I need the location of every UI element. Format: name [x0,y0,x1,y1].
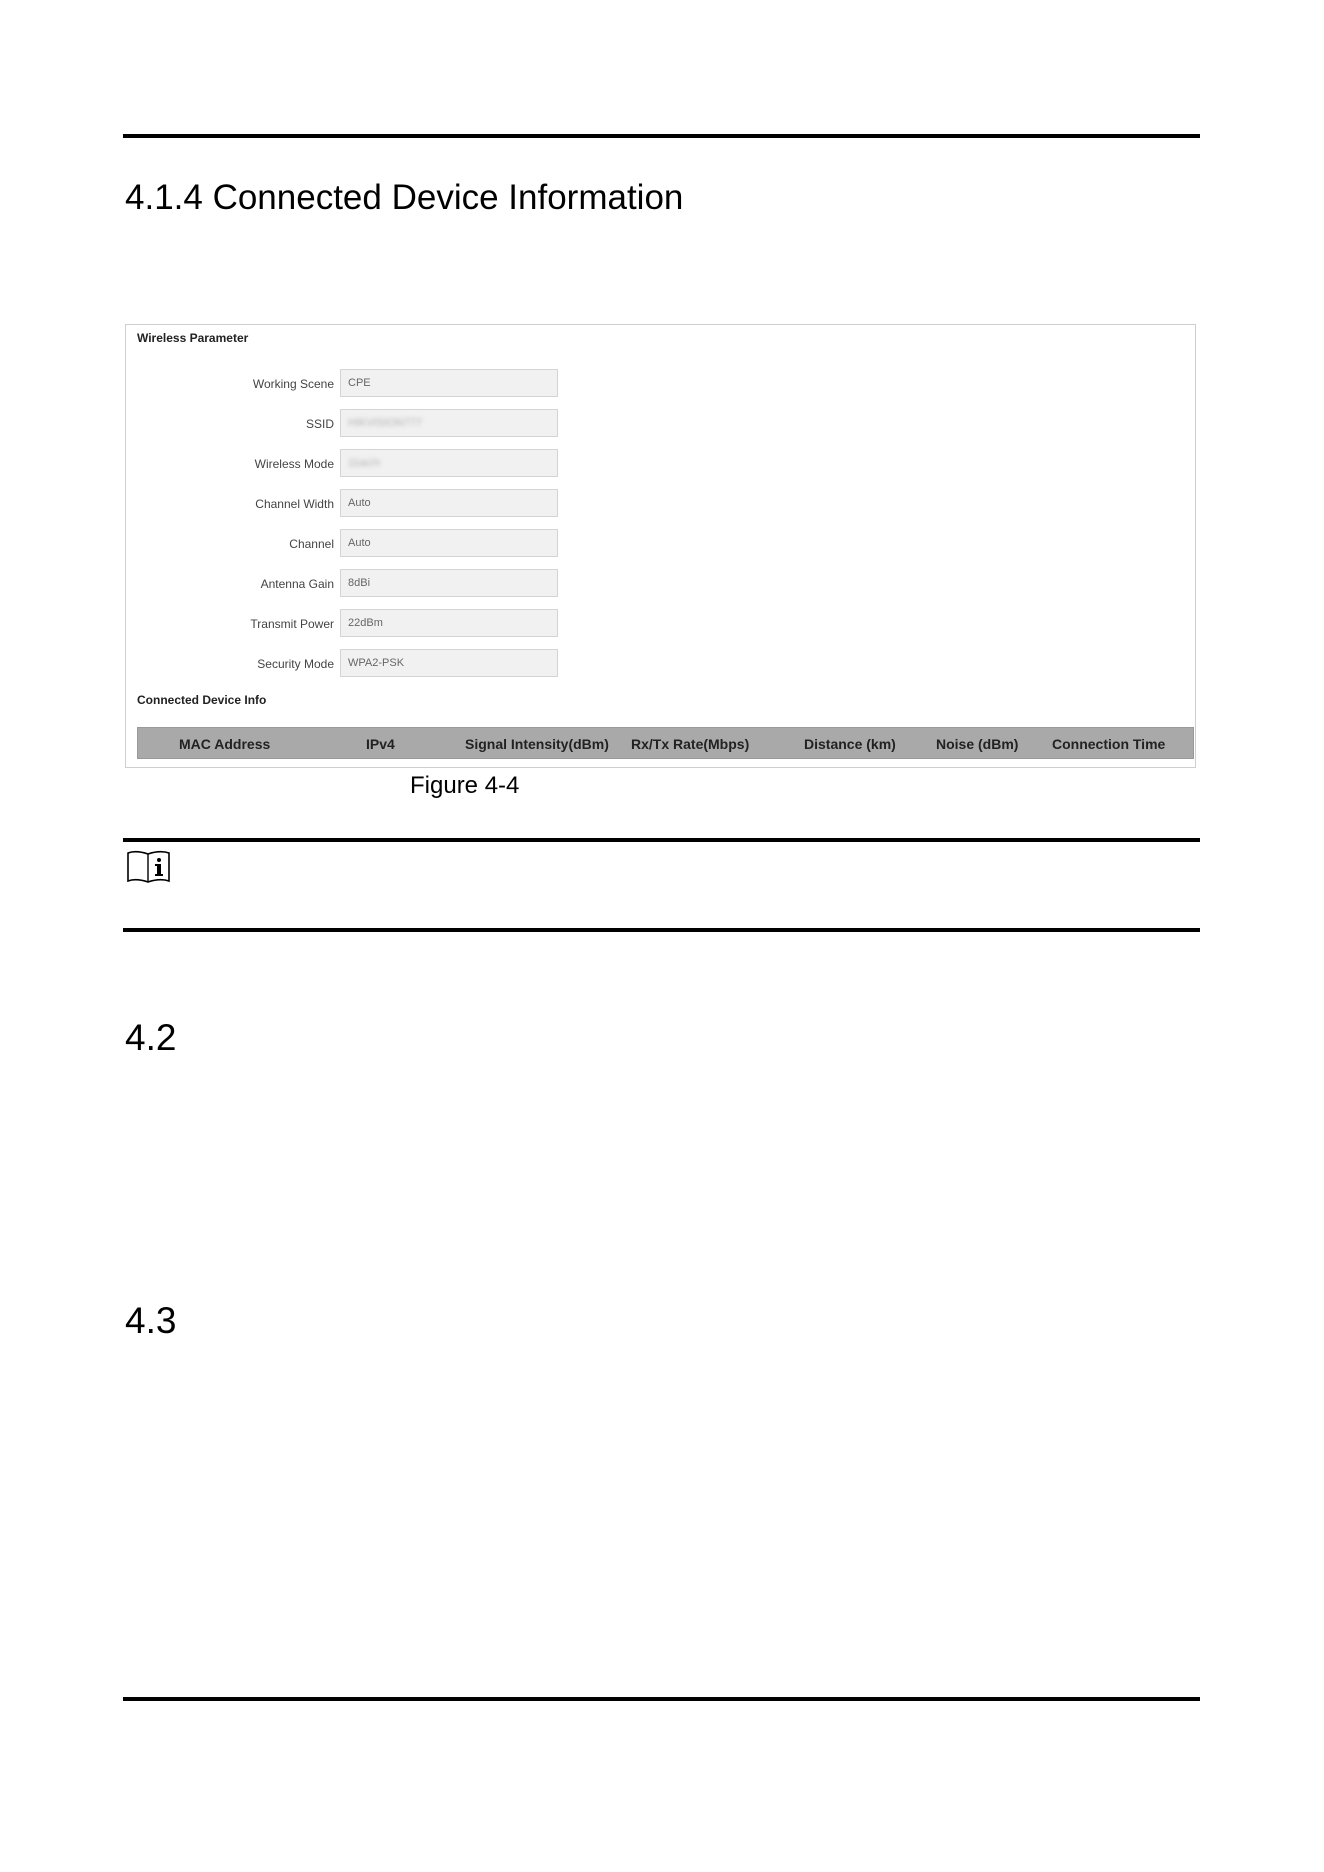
section-heading-4-1-4: 4.1.4 Connected Device Information [125,178,684,217]
working-scene-field[interactable]: CPE [340,369,558,397]
section-heading-4-2: 4.2 [125,1017,177,1058]
field-row-channel-width [126,489,826,519]
field-row-transmit-power [126,609,826,639]
connected-device-table-header [137,727,1194,759]
field-row-working-scene [126,369,826,399]
field-label: Security Mode [257,657,334,671]
security-mode-field[interactable]: WPA2-PSK [340,649,558,677]
note-book-icon [126,850,171,884]
ssid-value: HIKVISION777 [348,417,422,429]
column-header-noise[interactable]: Noise (dBm) [936,736,1019,752]
field-row-wireless-mode [126,449,826,479]
bottom-rule [123,1697,1200,1701]
section-heading-4-3: 4.3 [125,1300,177,1341]
field-label: Antenna Gain [260,577,334,591]
column-header-rx-tx-rate[interactable]: Rx/Tx Rate(Mbps) [631,736,750,752]
figure-caption: Figure 4-4 [410,772,520,799]
column-header-ipv4[interactable]: IPv4 [366,736,395,752]
antenna-gain-field[interactable]: 8dBi [340,569,558,597]
connected-device-info-title: Connected Device Info [137,693,267,707]
column-header-mac-address[interactable]: MAC Address [179,736,271,752]
channel-field[interactable]: Auto [340,529,558,557]
field-label: SSID [305,417,334,431]
ssid-field[interactable] [340,409,558,437]
transmit-power-field[interactable]: 22dBm [340,609,558,637]
top-rule [123,134,1200,138]
wireless-mode-field[interactable] [340,449,558,477]
field-label: Transmit Power [250,617,334,631]
field-label: Working Scene [252,377,334,391]
field-label: Wireless Mode [254,457,334,471]
wireless-mode-value: 11ac/n [348,457,381,469]
field-row-ssid [126,409,826,439]
note-bottom-rule [123,928,1200,932]
channel-width-field[interactable]: Auto [340,489,558,517]
wireless-parameter-title: Wireless Parameter [137,331,249,345]
field-row-security-mode [126,649,826,679]
column-header-signal-intensity[interactable]: Signal Intensity(dBm) [465,736,609,752]
note-top-rule [123,838,1200,842]
figure-screenshot [125,324,1196,768]
field-row-channel [126,529,826,559]
column-header-distance[interactable]: Distance (km) [804,736,896,752]
field-label: Channel [289,537,334,551]
column-header-connection-time[interactable]: Connection Time [1052,736,1166,752]
field-label: Channel Width [255,497,334,511]
field-row-antenna-gain [126,569,826,599]
